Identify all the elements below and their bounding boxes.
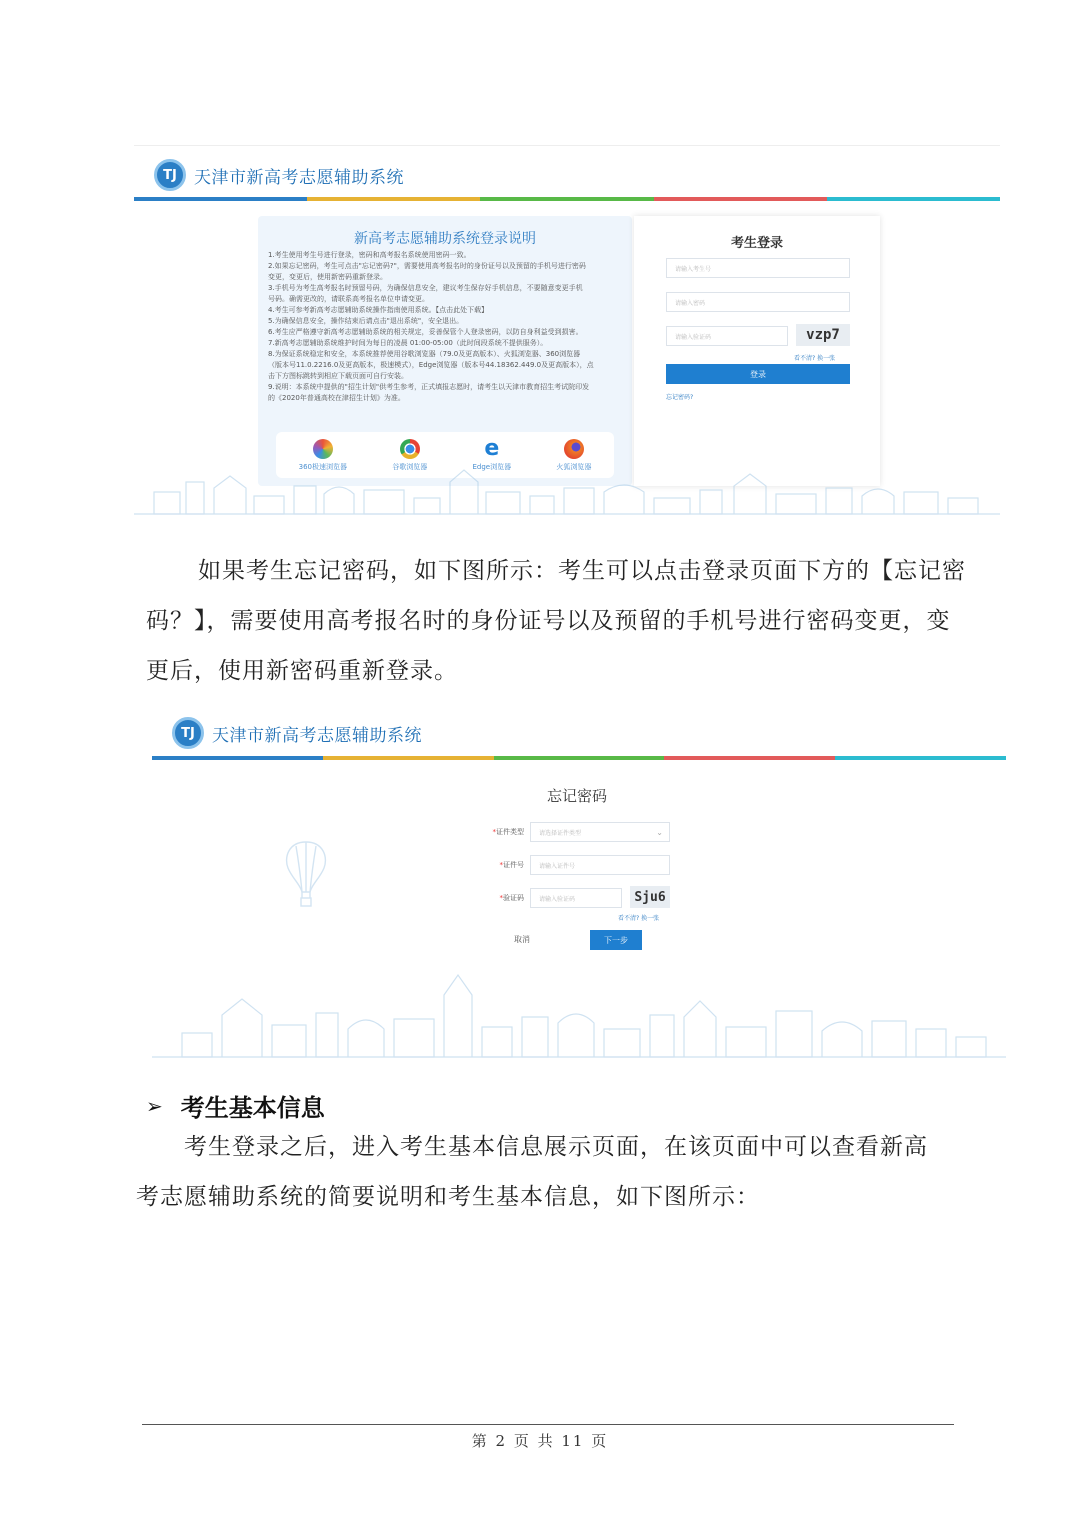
captcha-placeholder: 请输入验证码 xyxy=(675,333,712,341)
page-number: 第 2 页 共 11 页 xyxy=(471,1432,609,1450)
notice-lines xyxy=(268,250,622,404)
notice-line: 的《2020年普通高校在津招生计划》为准。 xyxy=(268,394,405,402)
paragraph-basic-info xyxy=(136,1122,976,1222)
notice-line: 3.手机号为考生高考报名时预留号码，为确保信息安全，建议考生保存好手机信息，不要随意变更手机 xyxy=(268,284,583,292)
system-header xyxy=(134,149,1000,201)
city-skyline-decoration xyxy=(152,955,1006,1065)
id-number-label: *证件号 xyxy=(499,861,524,869)
system-header xyxy=(152,707,1006,759)
login-screenshot xyxy=(134,145,1000,522)
captcha-image[interactable]: Sju6 xyxy=(630,886,670,908)
captcha-input[interactable] xyxy=(666,326,788,346)
arrow-bullet-icon: ➢ xyxy=(146,1093,163,1118)
notice-line: 6.考生应严格遵守新高考志愿辅助系统的相关规定，妥善保管个人登录密码，以防自身利益受到损害。 xyxy=(268,328,583,336)
edge-icon: e xyxy=(484,435,500,461)
id-number-input[interactable] xyxy=(530,855,670,875)
forgot-password-link[interactable]: 忘记密码? xyxy=(666,394,694,401)
notice-line: 9.说明：本系统中提供的"招生计划"供考生参考，正式填报志愿时，请考生以天津市教育招生考试院印发 xyxy=(268,383,590,391)
section-heading xyxy=(146,1088,325,1123)
header-color-bar xyxy=(134,197,1000,201)
paragraph-line: 考生登录之后，进入考生基本信息展示页面，在该页面中可以查看新高 xyxy=(184,1134,928,1160)
captcha-label: *验证码 xyxy=(499,894,524,902)
system-title: 天津市新高考志愿辅助系统 xyxy=(194,167,404,188)
browser-label: 谷歌浏览器 xyxy=(392,462,428,471)
notice-line: （版本号11.0.2216.0及更高版本，极速模式），Edge浏览器（版本号44.18362.449.0及更高版本），点 xyxy=(268,361,594,369)
captcha-image[interactable]: vzp7 xyxy=(796,324,850,346)
login-notice-panel xyxy=(258,216,632,486)
id-type-placeholder: 请选择证件类型 xyxy=(539,829,582,837)
notice-line: 4.考生可参考新高考志愿辅助系统操作指南使用系统。【点击此处下载】 xyxy=(268,306,489,314)
section-heading-text: 考生基本信息 xyxy=(180,1094,325,1122)
notice-line: 击下方图标跳转到相应下载页面可自行安装。 xyxy=(268,372,408,380)
captcha-placeholder: 请输入验证码 xyxy=(539,895,576,903)
system-title: 天津市新高考志愿辅助系统 xyxy=(212,725,422,746)
notice-line: 7.新高考志愿辅助系统维护时间为每日的凌晨 01:00-05:00（此时间段系统不提供服务）。 xyxy=(268,339,548,347)
forgot-password-screenshot xyxy=(152,705,1006,1065)
notice-line: 号码。确需更改的，请联系高考报名单位申请变更。 xyxy=(268,295,429,303)
browser-label: Edge浏览器 xyxy=(472,462,512,471)
header-color-bar xyxy=(152,756,1006,760)
id-number-placeholder: 请输入证件号 xyxy=(539,862,576,870)
login-button[interactable]: 登录 xyxy=(666,364,850,384)
password-placeholder: 请输入密码 xyxy=(675,299,706,307)
id-type-select[interactable] xyxy=(530,822,670,842)
notice-line: 5.为确保信息安全，操作结束后请点击"退出系统"，安全退出。 xyxy=(268,317,464,325)
captcha-refresh-link[interactable]: 看不清? 换一张 xyxy=(794,355,836,362)
paragraph-forgot-password xyxy=(146,546,976,696)
paragraph-line: 更后，使用新密码重新登录。 xyxy=(146,658,458,684)
username-placeholder: 请输入考生号 xyxy=(675,265,712,273)
paragraph-line: 考志愿辅助系统的简要说明和考生基本信息，如下图所示： xyxy=(136,1184,760,1210)
footer-rule xyxy=(142,1424,954,1425)
notice-title: 新高考志愿辅助系统登录说明 xyxy=(354,231,536,247)
username-input[interactable] xyxy=(666,258,850,278)
notice-line: 变更，变更后，使用新密码重新登录。 xyxy=(268,273,387,281)
browser-label: 360极速浏览器 xyxy=(298,462,347,471)
paragraph-line: 码？】，需要使用高考报名时的身份证号以及预留的手机号进行密码变更，变 xyxy=(146,608,951,634)
system-logo-icon: TJ xyxy=(154,159,186,191)
id-type-label: *证件类型 xyxy=(492,828,524,836)
browser-label: 火狐浏览器 xyxy=(556,462,592,471)
notice-line: 1.考生使用考生号进行登录，密码和高考报名系统使用密码一致。 xyxy=(268,251,471,259)
login-form-panel xyxy=(634,216,880,486)
login-title: 考生登录 xyxy=(730,236,783,251)
captcha-refresh-link[interactable]: 看不清? 换一张 xyxy=(618,915,660,922)
captcha-input[interactable] xyxy=(530,888,622,908)
notice-line: 8.为保证系统稳定和安全，本系统推荐使用谷歌浏览器（79.0及更高版本）、火狐浏览器、360浏览器 xyxy=(268,350,581,358)
cancel-button[interactable]: 取消 xyxy=(514,935,530,944)
next-step-button[interactable]: 下一步 xyxy=(590,930,642,950)
paragraph-line: 如果考生忘记密码，如下图所示：考生可以点击登录页面下方的【忘记密 xyxy=(198,558,966,584)
forgot-form-title: 忘记密码 xyxy=(546,787,607,805)
notice-line: 2.如果忘记密码，考生可点击"忘记密码?"，需要使用高考报名时的身份证号以及预留的手机号进行密码 xyxy=(268,262,586,270)
system-logo-icon: TJ xyxy=(172,717,204,749)
chevron-down-icon: ⌄ xyxy=(656,827,663,837)
city-skyline-decoration xyxy=(134,452,1000,522)
password-input[interactable] xyxy=(666,292,850,312)
balloon-decoration xyxy=(282,840,330,912)
